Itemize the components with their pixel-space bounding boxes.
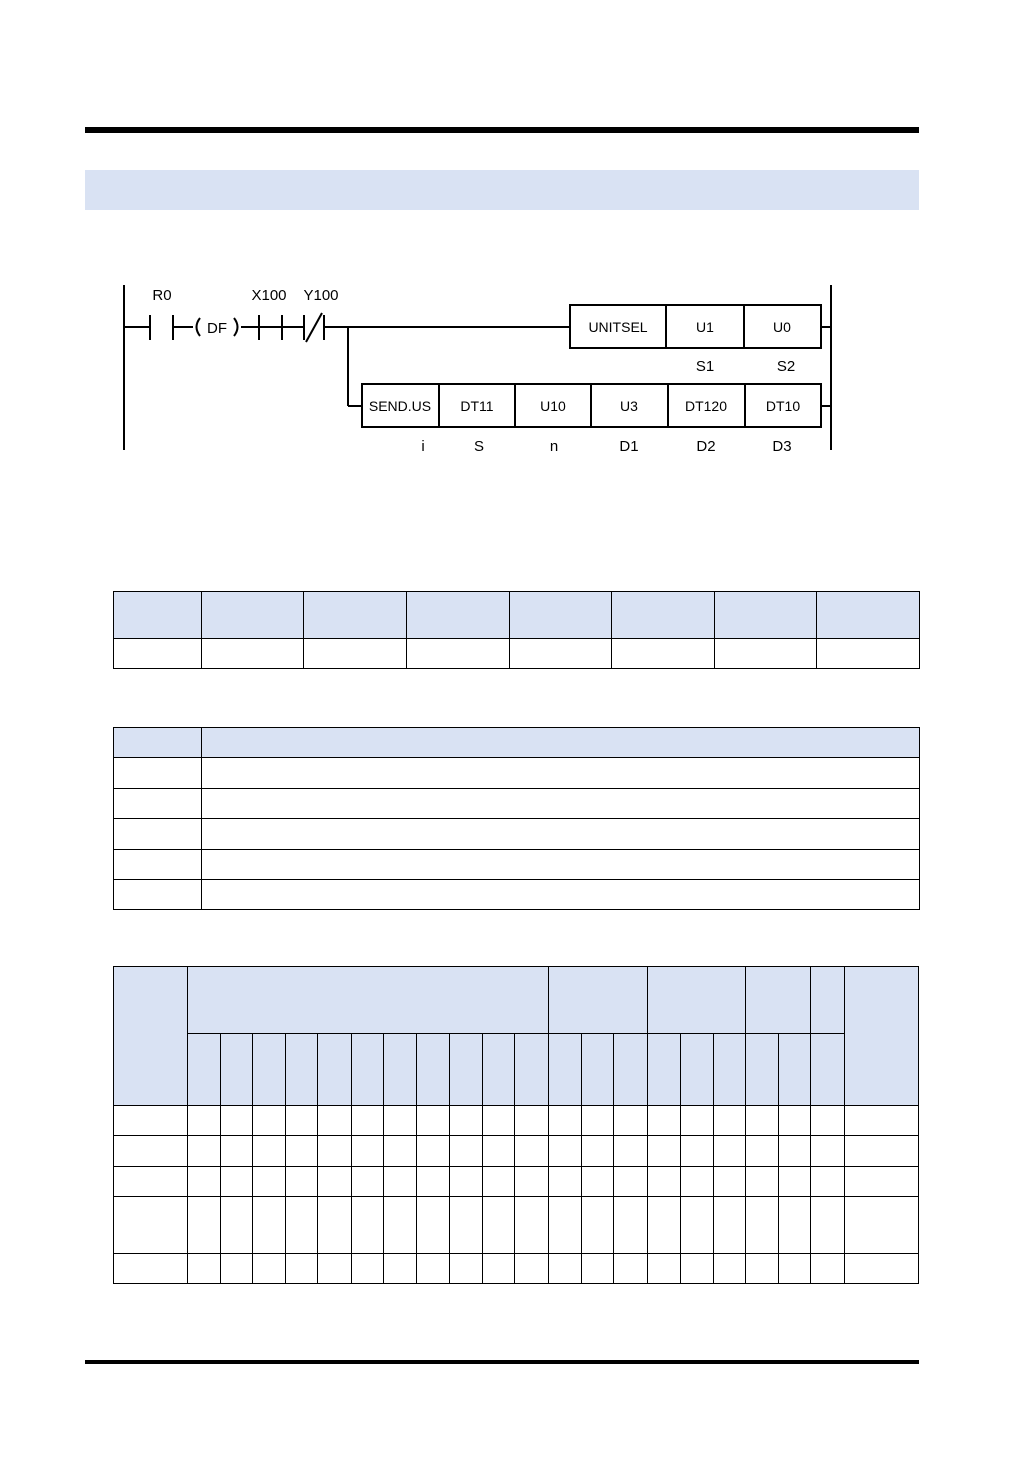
send-name: SEND.US [368, 398, 432, 414]
unitsel-label-s1: S1 [695, 358, 715, 375]
table-row [114, 880, 920, 910]
unitsel-operand-1: U1 [696, 319, 714, 335]
df-open-paren [197, 318, 201, 336]
operand-table-header-row [114, 592, 920, 639]
unitsel-name: UNITSEL [588, 319, 648, 335]
description-table-header-row [114, 728, 920, 758]
send-operand-s: DT11 [460, 398, 494, 414]
send-operand-d3: DT10 [765, 398, 801, 414]
send-operand-n: U10 [540, 398, 566, 414]
send-label-d1: D1 [619, 438, 639, 455]
table-row [114, 819, 920, 850]
table-row [114, 758, 920, 789]
send-operand-d1: U3 [620, 398, 638, 414]
table-row [114, 1106, 919, 1136]
bottom-rule [85, 1360, 919, 1364]
unitsel-label-s2: S2 [776, 358, 796, 375]
contact-label-y100: Y100 [303, 287, 339, 304]
unitsel-operand-2: U0 [773, 319, 791, 335]
send-label-i: i [421, 438, 425, 455]
ladder-diagram [0, 0, 1032, 480]
send-label-s: S [473, 438, 485, 455]
df-close-paren [234, 318, 238, 336]
contact-label-r0: R0 [152, 287, 172, 304]
devices-header-row-1 [114, 967, 919, 1034]
contact-y100-slash [306, 313, 322, 342]
send-label-d2: D2 [696, 438, 716, 455]
table-row [114, 1197, 919, 1254]
contact-label-x100: X100 [251, 287, 287, 304]
operand-table [113, 591, 920, 669]
table-row [114, 1254, 919, 1284]
table-row [114, 789, 920, 819]
available-devices-table [113, 966, 919, 1284]
operand-description-table [113, 727, 920, 910]
df-label: DF [207, 320, 227, 337]
table-row [114, 639, 920, 669]
send-label-n: n [549, 438, 559, 455]
table-row [114, 1136, 919, 1167]
table-row [114, 850, 920, 880]
send-label-d3: D3 [772, 438, 792, 455]
devices-header-row-2 [114, 1034, 919, 1106]
send-operand-d2: DT120 [684, 398, 728, 414]
table-row [114, 1167, 919, 1197]
